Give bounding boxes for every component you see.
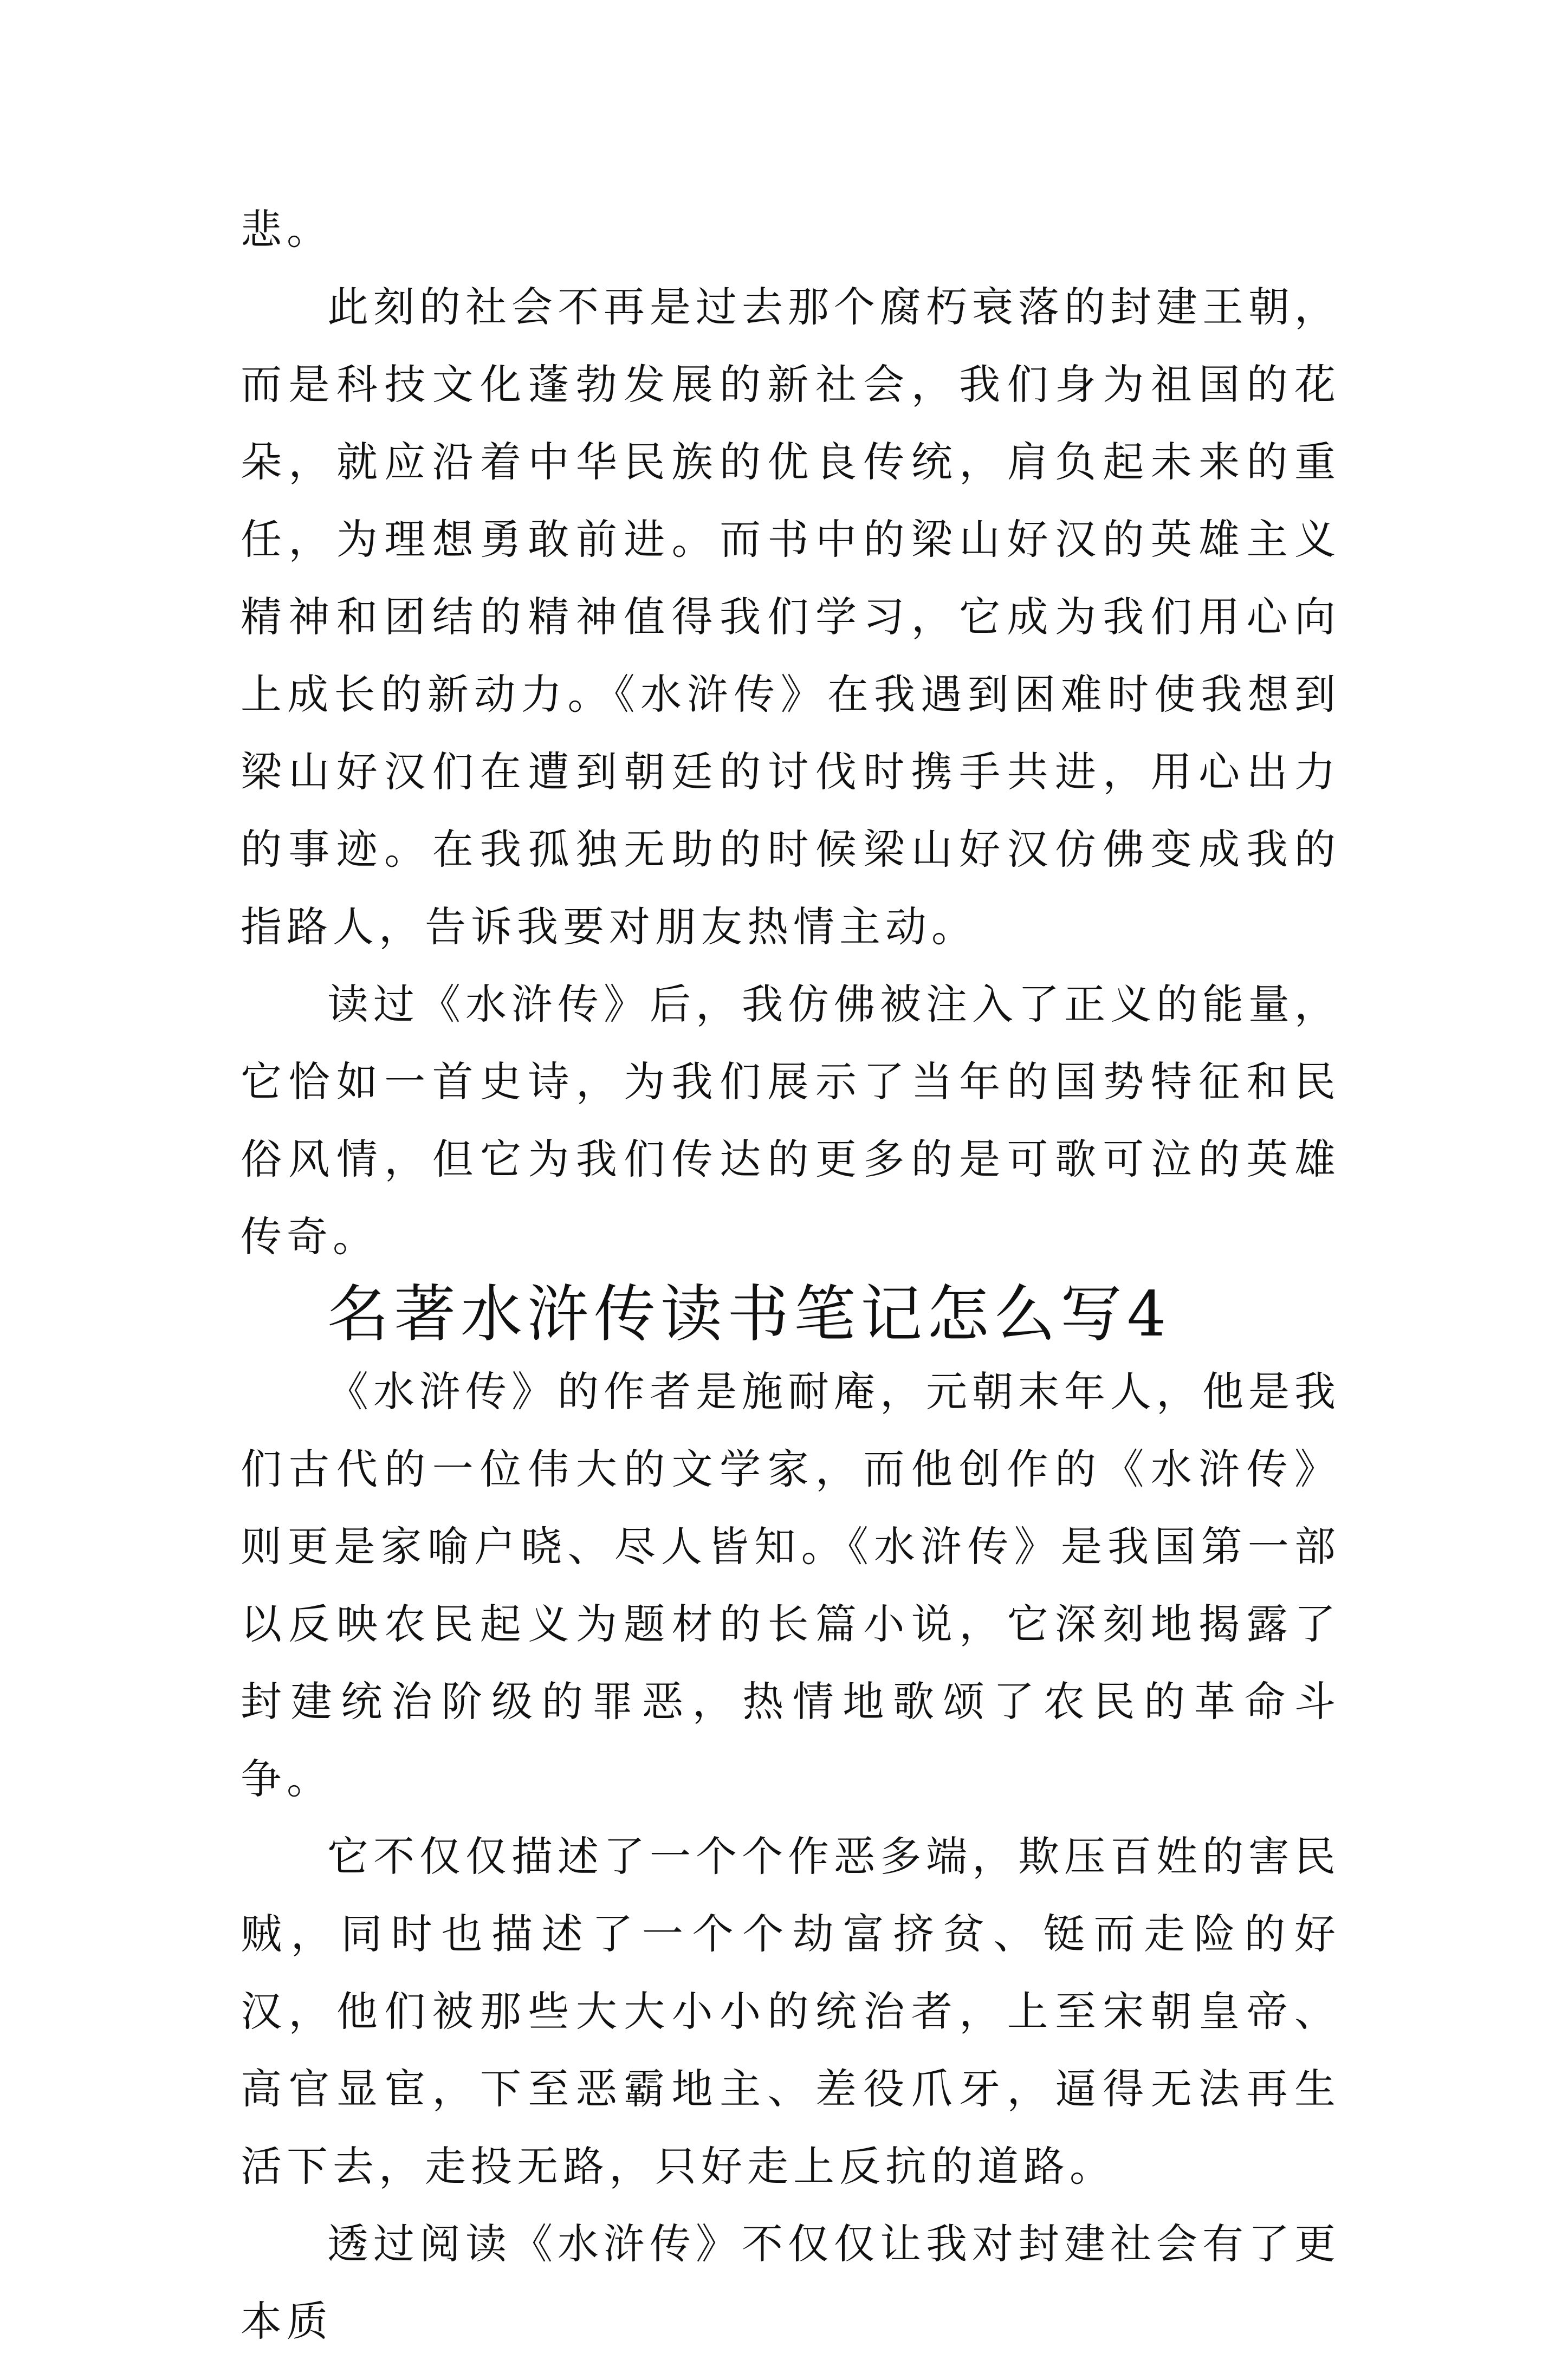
paragraph-reading-reflection: 透过阅读《水浒传》不仅仅让我对封建社会有了更本质 bbox=[241, 2220, 1340, 2345]
paragraph-after-reading: 读过《水浒传》后，我仿佛被注入了正义的能量，它恰如一首史诗，为我们展示了当年的国势特征和民俗风情，但它为我们传达的更多的是可歌可泣的英雄传奇。 bbox=[241, 980, 1340, 1261]
paragraph-author-intro: 《水浒传》的作者是施耐庵，元朝末年人，他是我们古代的一位伟大的文学家，而他创作的《水浒传》则更是家喻户晓、尽人皆知。《水浒传》是我国第一部以反映农民起义为题材的长篇小说，它深刻地揭露了封建统治阶级的罪恶，热情地歌颂了农民的革命斗争。 bbox=[241, 1367, 1340, 1803]
paragraph-heroes-description: 它不仅仅描述了一个个作恶多端，欺压百姓的害民贼，同时也描述了一个个劫富挤贫、铤而走险的好汉，他们被那些大大小小的统治者，上至宋朝皇帝、高官显宦，下至恶霸地主、差役爪牙，逼得无法再生活下去，走投无路，只好走上反抗的道路。 bbox=[241, 1832, 1340, 2190]
paragraph-continuation: 悲。 bbox=[241, 205, 333, 254]
section-heading: 名著水浒传读书笔记怎么写4 bbox=[327, 1278, 1171, 1350]
paragraph-modern-society: 此刻的社会不再是过去那个腐朽衰落的封建王朝，而是科技文化蓬勃发展的新社会，我们身为祖国的花朵，就应沿着中华民族的优良传统，肩负起未来的重任，为理想勇敢前进。而书中的梁山好汉的英雄主义精神和团结的精神值得我们学习，它成为我们用心向上成长的新动力。《水浒传》在我遇到困难时使我想到梁山好汉们在遭到朝廷的讨伐时携手共进，用心出力的事迹。在我孤独无助的时候梁山好汉仿佛变成我的指路人，告诉我要对朋友热情主动。 bbox=[241, 283, 1340, 951]
document-body bbox=[241, 191, 1340, 2360]
